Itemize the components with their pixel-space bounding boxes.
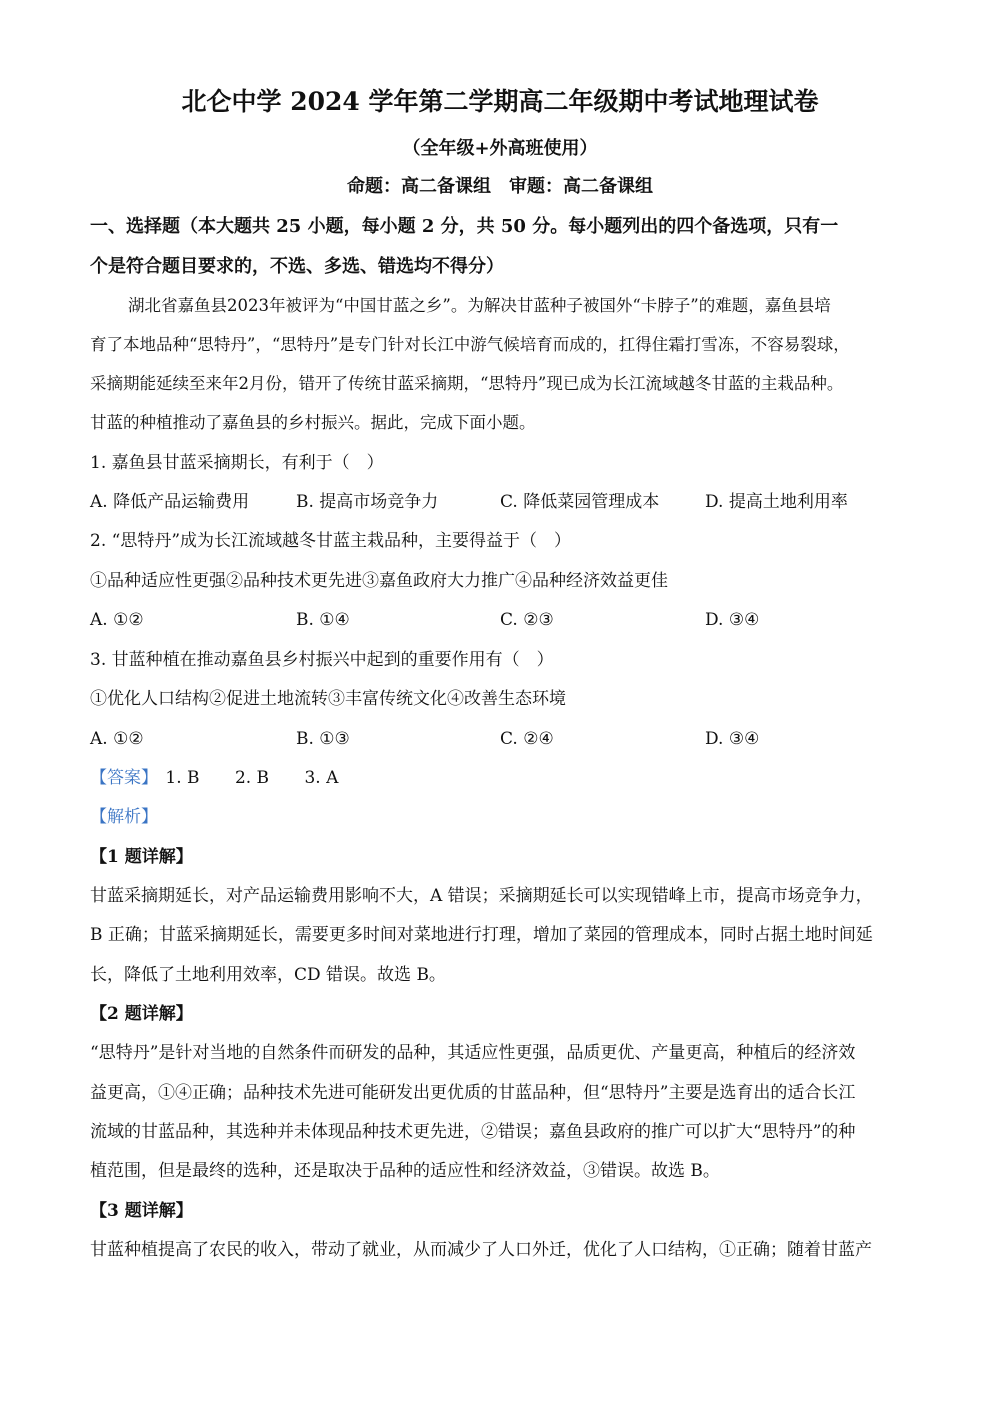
detail-1-line: 甘蓝采摘期延长，对产品运输费用影响不大，A 错误；采摘期延长可以实现错峰上市，提高市场竞争力， (90, 886, 873, 906)
page-title: 北仑中学 2024 学年第二学期高二年级期中考试地理试卷 (181, 87, 819, 116)
section-heading-line1: 一、选择题（本大题共 25 小题，每小题 2 分，共 50 分。每小题列出的四个备选项，只有一 (90, 216, 839, 237)
answer-line (90, 766, 912, 790)
question-1-stem: 1. 嘉鱼县甘蓝采摘期长，有利于（ ） (90, 453, 384, 473)
question-3-stem: 3. 甘蓝种植在推动嘉鱼县乡村振兴中起到的重要作用有（ ） (90, 650, 554, 670)
passage-line: 育了本地品种“思特丹”，“思特丹”是专门针对长江中游气候培育而成的，扛得住霜打雪冻，不容易裂球， (90, 335, 850, 354)
detail-1-line: B 正确；甘蓝采摘期延长，需要更多时间对菜地进行打理，增加了菜园的管理成本，同时占据土地时间延 (90, 925, 873, 945)
answer-label: 【答案】 (90, 768, 158, 788)
question-1-option-d: D. 提高土地利用率 (705, 492, 848, 512)
detail-2-line: “思特丹”是针对当地的自然条件而研发的品种，其适应性更强，品质更优、产量更高，种植后的经济效 (90, 1043, 856, 1063)
question-1-option-b: B. 提高市场竞争力 (296, 492, 439, 512)
section-heading-line2: 个是符合题目要求的，不选、多选、错选均不得分） (90, 256, 504, 277)
question-1-option-c: C. 降低菜园管理成本 (500, 492, 660, 512)
passage-line: 湖北省嘉鱼县2023年被评为“中国甘蓝之乡”。为解决甘蓝种子被国外“卡脖子”的难题，嘉鱼县培 (128, 296, 831, 315)
passage-line: 甘蓝的种植推动了嘉鱼县的乡村振兴。据此，完成下面小题。 (90, 413, 536, 432)
detail-1-label: 【1 题详解】 (90, 847, 193, 867)
question-3-option-a: A. ①② (90, 729, 144, 749)
answer-value: 1. B (165, 768, 200, 788)
detail-2-line: 益更高，①④正确；品种技术先进可能研发出更优质的甘蓝品种，但“思特丹”主要是选育出的适合长江 (90, 1083, 856, 1103)
question-3-option-c: C. ②④ (500, 729, 554, 749)
question-2-option-b: B. ①④ (296, 610, 350, 630)
detail-1-line: 长，降低了土地利用效率，CD 错误。故选 B。 (90, 965, 446, 985)
answer-value: 3. A (304, 768, 339, 788)
page-subtitle: （全年级+外高班使用） (402, 138, 598, 159)
question-1-option-a: A. 降低产品运输费用 (90, 492, 250, 512)
detail-2-line: 植范围，但是最终的选种，还是取决于品种的适应性和经济效益，③错误。故选 B。 (90, 1161, 720, 1181)
detail-2-line: 流域的甘蓝品种，其选种并未体现品种技术更先进，②错误；嘉鱼县政府的推广可以扩大“思特丹”的种 (90, 1122, 856, 1142)
question-3-option-b: B. ①③ (296, 729, 350, 749)
detail-3-label: 【3 题详解】 (90, 1201, 193, 1221)
question-2-option-c: C. ②③ (500, 610, 554, 630)
passage-line: 采摘期能延续至来年2月份，错开了传统甘蓝采摘期，“思特丹”现已成为长江流域越冬甘蓝的主栽品种。 (90, 374, 844, 393)
question-2-stem: 2. “思特丹”成为长江流域越冬甘蓝主栽品种，主要得益于（ ） (90, 531, 572, 551)
answer-value: 2. B (234, 768, 270, 788)
analysis-label: 【解析】 (90, 807, 158, 827)
question-3-option-d: D. ③④ (705, 729, 760, 749)
detail-2-label: 【2 题详解】 (90, 1004, 193, 1024)
question-3-items: ①优化人口结构②促进土地流转③丰富传统文化④改善生态环境 (90, 689, 566, 709)
question-2-option-d: D. ③④ (705, 610, 760, 630)
question-2-items: ①品种适应性更强②品种技术更先进③嘉鱼政府大力推广④品种经济效益更佳 (90, 571, 668, 591)
authors-line: 命题：高二备课组 审题：高二备课组 (347, 176, 653, 197)
question-2-option-a: A. ①② (90, 610, 144, 630)
detail-3-line: 甘蓝种植提高了农民的收入，带动了就业，从而减少了人口外迁，优化了人口结构，①正确；随着甘蓝产 (90, 1240, 872, 1260)
